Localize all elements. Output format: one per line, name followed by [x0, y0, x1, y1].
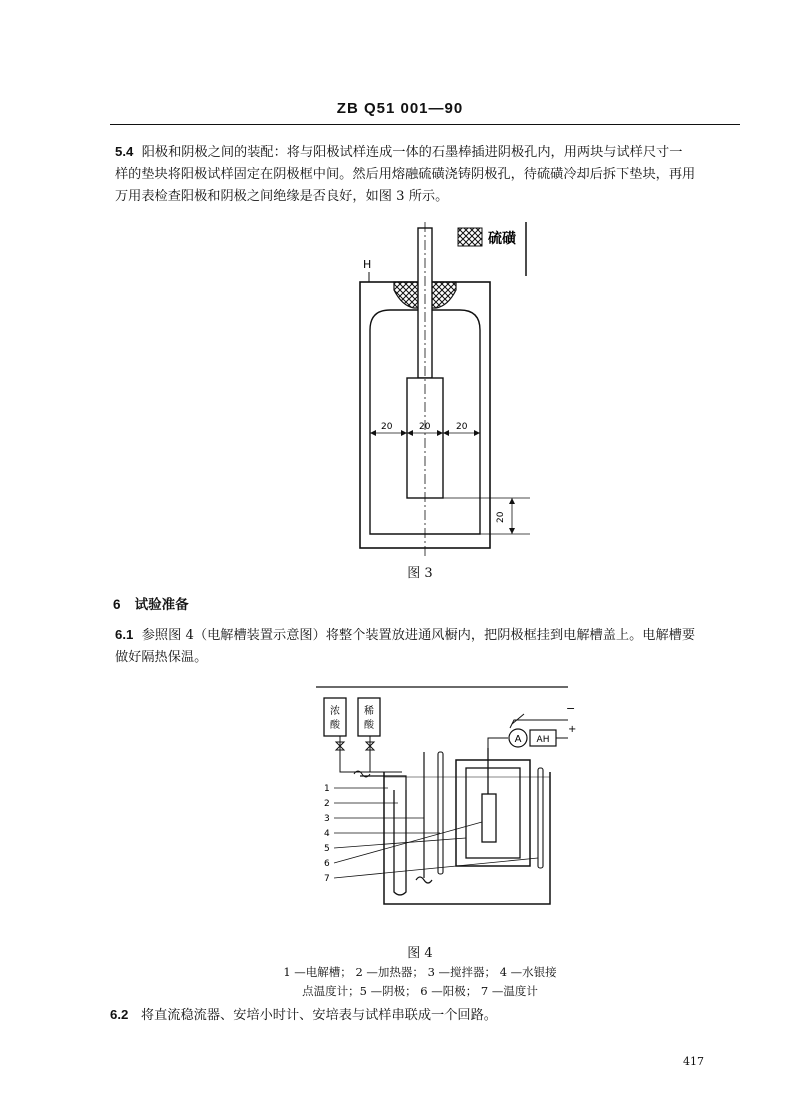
- figure-4-legend-line-2: 点温度计；5 —阴极； 6 —阳极； 7 —温度计: [302, 984, 538, 998]
- figure-3-caption: 图 3: [407, 566, 433, 581]
- anode: [482, 794, 496, 842]
- negative-terminal: −: [566, 702, 576, 715]
- sulfur-legend-swatch: [458, 228, 482, 246]
- section-6-2-text: 将直流稳流器、安培小时计、安培表与试样串联成一个回路。: [140, 1008, 497, 1023]
- dim-bottom-label: 20: [496, 511, 506, 523]
- section-6-1-line-2: 做好隔热保温。: [115, 650, 208, 665]
- rheostat: [510, 720, 568, 728]
- figure-4-caption: 图 4: [407, 946, 433, 961]
- figure-3-diagram: [340, 218, 550, 560]
- callout-numbers: [324, 784, 330, 884]
- thermometer: [538, 768, 543, 868]
- cathode-cell-outer: [456, 760, 530, 866]
- callout-5: 5: [324, 844, 330, 854]
- electrolytic-bath: [384, 772, 550, 904]
- dilute-acid-label-2: 酸: [364, 720, 374, 731]
- dim-left-label: 20: [381, 422, 393, 432]
- figure-4-diagram: [310, 682, 578, 910]
- mercury-contact-thermometer: [438, 752, 443, 874]
- callout-3: 3: [324, 814, 330, 824]
- callout-leaders: [334, 788, 538, 878]
- acid-feed-line: [340, 764, 402, 772]
- section-6-2: [110, 1004, 740, 1027]
- callout-2: 2: [324, 799, 330, 809]
- section-6-1-line-1: 6.1 参照图 4（电解槽装置示意图）将整个装置放进通风橱内，把阴极框挂到电解槽盖上。电解槽要: [115, 627, 696, 643]
- page-number: 417: [683, 1055, 704, 1068]
- dilute-acid-label-1: 稀: [364, 706, 374, 717]
- dim-right-label: 20: [456, 422, 468, 432]
- cathode-frame: [466, 768, 520, 858]
- acid-valves: [336, 742, 374, 750]
- callout-4: 4: [324, 829, 330, 839]
- section-5-4-line-3: 万用表检查阳极和阴极之间绝缘是否良好，如图 3 所示。: [115, 189, 449, 204]
- section-6-title: 试验准备: [134, 597, 189, 613]
- rheostat-slider: [512, 714, 524, 724]
- section-5-4-line-2: 样的垫块将阳极试样固定在阴极框中间。然后用熔融硫磺浇铸阴极孔，待硫磺冷却后拆下垫块，再用: [115, 167, 696, 182]
- positive-terminal: +: [568, 724, 577, 735]
- section-5-4: [115, 141, 745, 208]
- concentrated-acid-label-1: 浓: [330, 706, 340, 717]
- header-rule: [110, 124, 740, 125]
- section-6-number: 6: [113, 597, 121, 612]
- figure-4-legend: [190, 963, 650, 1001]
- circuit-wire-left: [488, 738, 508, 748]
- sulfur-legend-label: 硫磺: [488, 231, 516, 247]
- figure-4-legend-line-1: 1 —电解槽； 2 —加热器； 3 —搅拌器； 4 —水银接: [283, 965, 557, 979]
- concentrated-acid-label-2: 酸: [330, 720, 340, 731]
- callout-7: 7: [324, 874, 330, 884]
- section-6-2-number: 6.2: [110, 1007, 129, 1022]
- dim-center-label: 20: [419, 422, 431, 432]
- section-5-4-line-1: 5.4 阳极和阴极之间的装配：将与阳极试样连成一体的石墨棒插进阴极孔内，用两块与试样尺寸一: [115, 144, 683, 160]
- h-label: H: [363, 258, 372, 271]
- ampere-hour-meter-label: AH: [536, 735, 550, 745]
- callout-1: 1: [324, 784, 330, 794]
- section-6-heading: [113, 593, 189, 613]
- callout-6: 6: [324, 859, 330, 869]
- section-5-4-number: 5.4: [115, 144, 134, 159]
- section-6-1: [115, 624, 745, 669]
- standard-code: ZB Q51 001—90: [336, 100, 464, 117]
- section-6-1-number: 6.1: [115, 627, 134, 642]
- ammeter-label: A: [514, 734, 522, 745]
